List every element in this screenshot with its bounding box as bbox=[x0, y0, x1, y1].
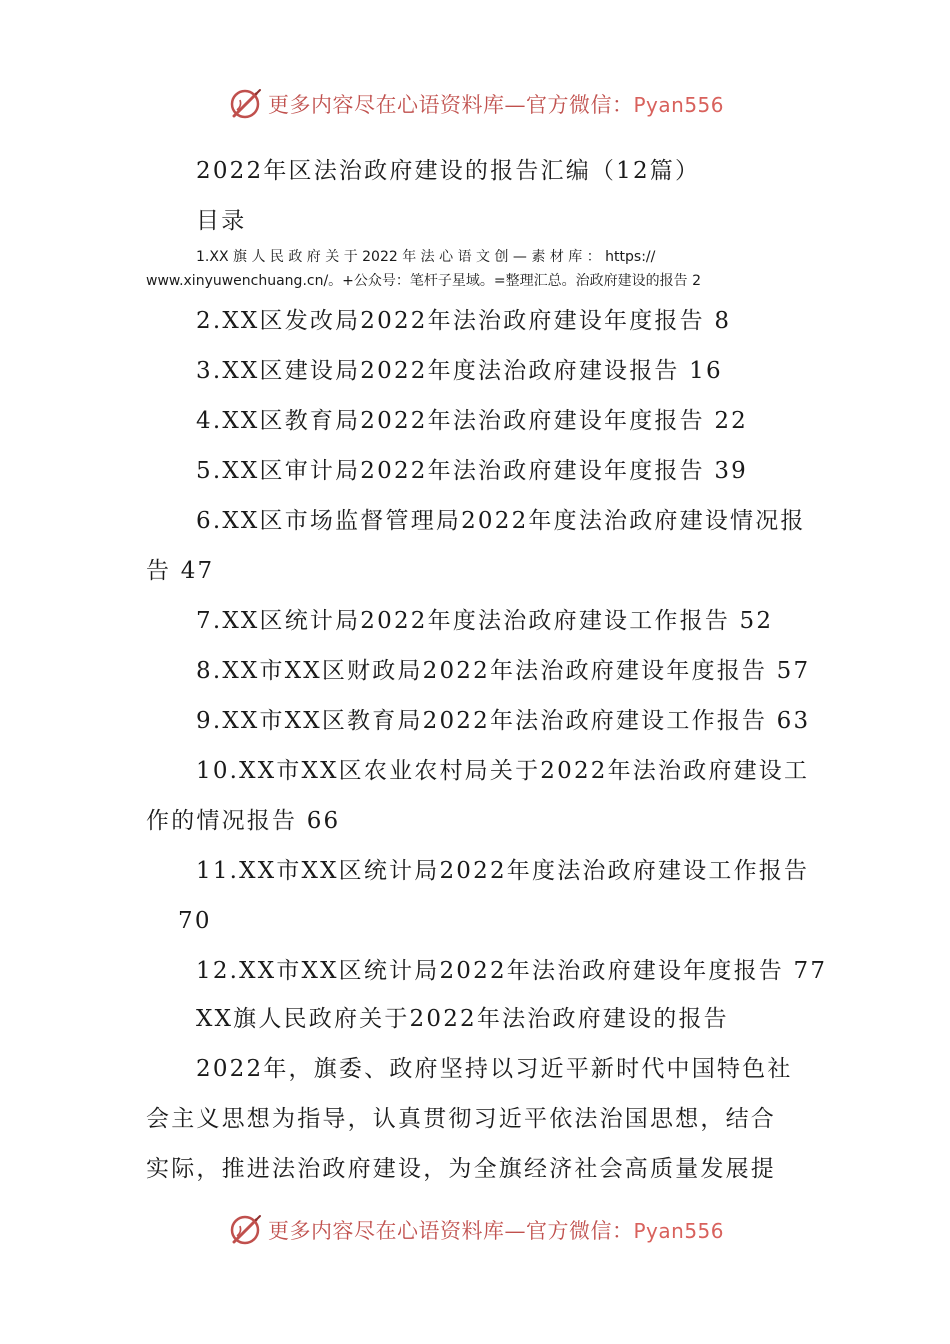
toc-item: 11.XX市XX区统计局2022年度法治政府建设工作报告 bbox=[196, 858, 810, 884]
watermark-text: 更多内容尽在心语资料库—官方微信：Pyan556 bbox=[268, 1219, 725, 1243]
watermark-brand: Pyan556 bbox=[633, 93, 725, 117]
toc-item: 7.XX区统计局2022年度法治政府建设工作报告 52 bbox=[196, 608, 774, 634]
toc-item-1-text: 1.XX 旗 人 民 政 府 关 于 2022 年 法 心 语 文 创 — 素 材 库 ： https:// bbox=[196, 249, 656, 265]
body-paragraph-line: 2022年，旗委、政府坚持以习近平新时代中国特色社 bbox=[196, 1056, 793, 1082]
toc-heading: 目录 bbox=[196, 208, 247, 234]
pen-logo-icon bbox=[228, 1212, 264, 1248]
watermark-brand: Pyan556 bbox=[633, 1219, 725, 1243]
header-watermark bbox=[228, 84, 748, 124]
body-paragraph-line: 实际，推进法治政府建设，为全旗经济社会高质量发展提 bbox=[146, 1156, 776, 1182]
toc-item-continued: 作的情况报告 66 bbox=[146, 808, 341, 834]
toc-item-continued: 告 47 bbox=[146, 558, 215, 584]
toc-item: 5.XX区审计局2022年法治政府建设年度报告 39 bbox=[196, 458, 749, 484]
toc-item: 6.XX区市场监督管理局2022年度法治政府建设情况报 bbox=[196, 508, 806, 534]
pen-logo-icon bbox=[228, 86, 264, 122]
footer-watermark bbox=[228, 1210, 748, 1250]
toc-item-1-line1 bbox=[196, 247, 806, 267]
toc-item-1-line2: www.xinyuwenchuang.cn/。+公众号：笔杆子星域。=整理汇总。治政府建设的报告 2 bbox=[146, 273, 701, 289]
body-paragraph-line: 会主义思想为指导，认真贯彻习近平依法治国思想，结合 bbox=[146, 1106, 776, 1132]
document-title: 2022年区法治政府建设的报告汇编（12篇） bbox=[196, 158, 701, 184]
toc-item: 2.XX区发改局2022年法治政府建设年度报告 8 bbox=[196, 308, 732, 334]
watermark-text: 更多内容尽在心语资料库—官方微信：Pyan556 bbox=[268, 93, 725, 117]
toc-item: 10.XX市XX区农业农村局关于2022年法治政府建设工 bbox=[196, 758, 810, 784]
toc-item: 12.XX市XX区统计局2022年法治政府建设年度报告 77 bbox=[196, 958, 828, 984]
toc-item: 4.XX区教育局2022年法治政府建设年度报告 22 bbox=[196, 408, 749, 434]
section-title: XX旗人民政府关于2022年法治政府建设的报告 bbox=[196, 1006, 729, 1032]
toc-item: 3.XX区建设局2022年度法治政府建设报告 16 bbox=[196, 358, 723, 384]
toc-item-continued: 70 bbox=[178, 908, 212, 934]
toc-item: 8.XX市XX区财政局2022年法治政府建设年度报告 57 bbox=[196, 658, 811, 684]
toc-item: 9.XX市XX区教育局2022年法治政府建设工作报告 63 bbox=[196, 708, 811, 734]
